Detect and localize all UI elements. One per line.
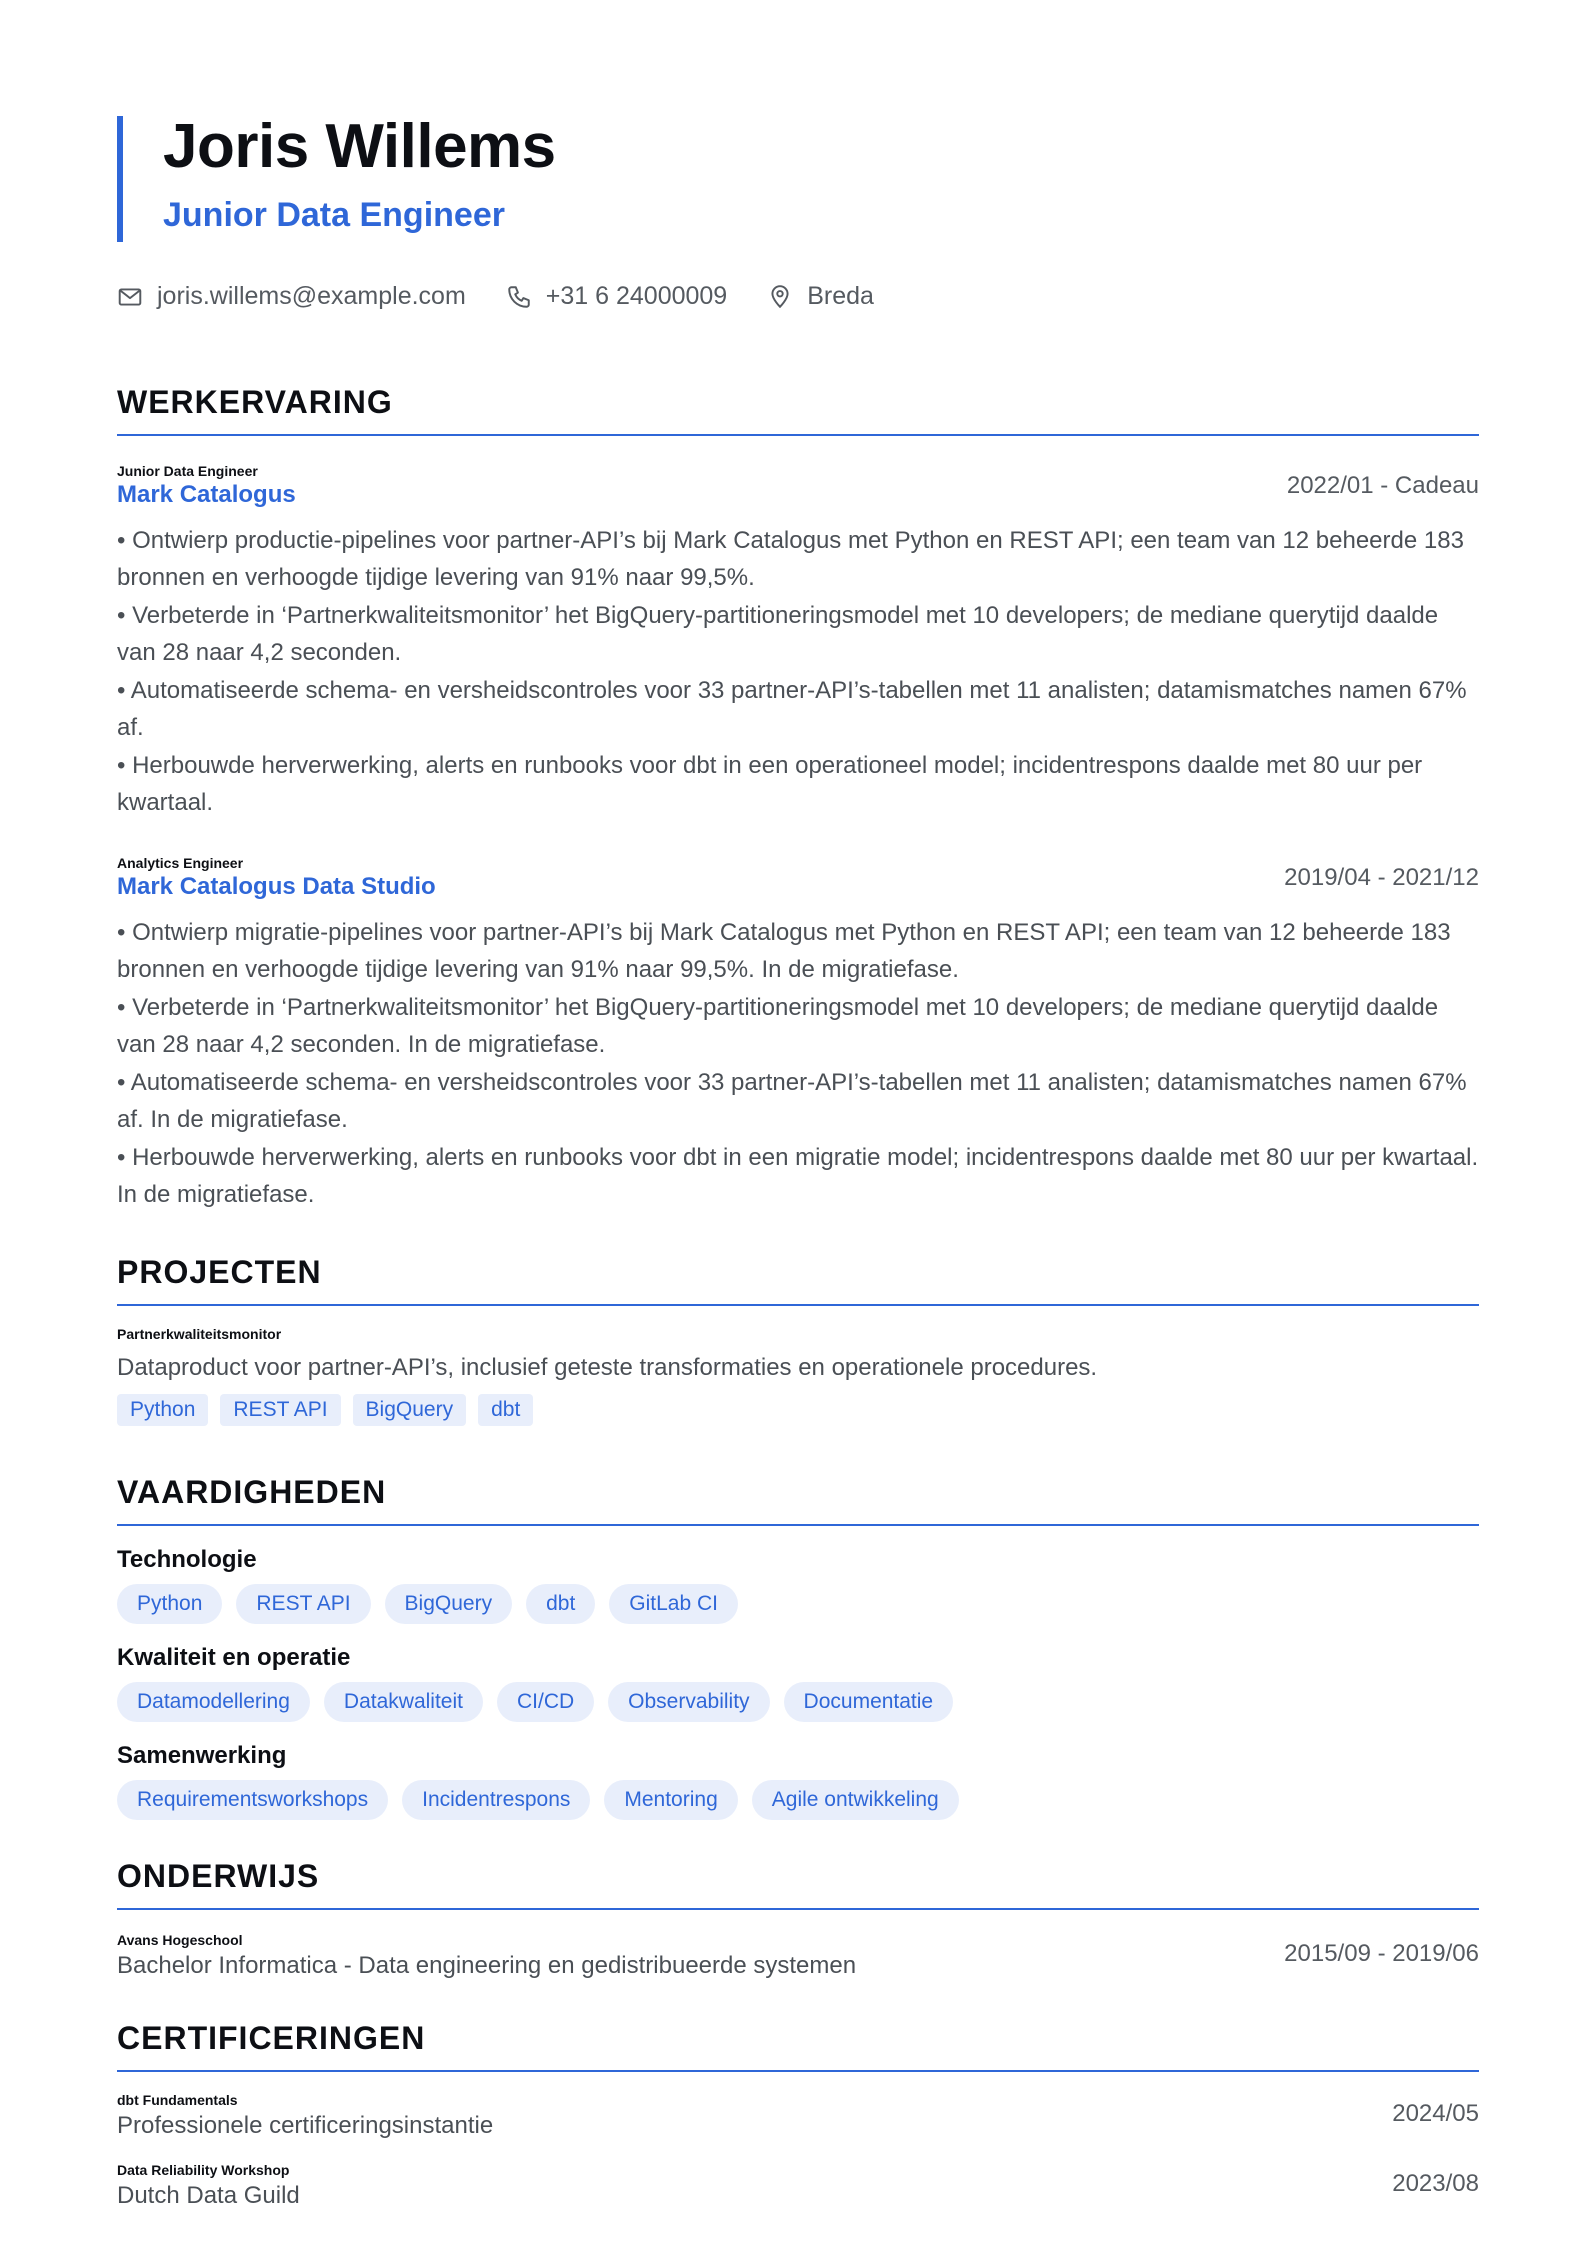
education-school: Avans Hogeschool [117, 1932, 243, 1948]
experience-company: Mark Catalogus [117, 481, 296, 508]
experience-entry [117, 856, 1479, 1214]
experience-bullets [117, 522, 1479, 822]
phone-text: +31 6 24000009 [545, 282, 728, 310]
skill-pill: Observability [608, 1682, 769, 1722]
project-tag: Python [117, 1394, 208, 1426]
email-text: joris.willems@example.com [157, 282, 466, 310]
bullet-item: • Automatiseerde schema- en versheidscontroles voor 33 partner-API’s-tabellen met 11 analisten; datamismatches namen 67% af. In de migratiefase. [117, 1068, 1467, 1134]
education-section [117, 1860, 1479, 1980]
project-entry [117, 1326, 1479, 1426]
section-divider [117, 1304, 1479, 1306]
project-tag: BigQuery [353, 1394, 467, 1426]
experience-dates: 2022/01 - Cadeau [1286, 472, 1479, 499]
section-title-certifications: CERTIFICERINGEN [117, 2020, 426, 2056]
section-divider [117, 1908, 1479, 1910]
resume-header [117, 112, 1479, 242]
skill-group [117, 1646, 1479, 1722]
experience-dates: 2019/04 - 2021/12 [1284, 863, 1479, 891]
skill-pill: Python [117, 1584, 222, 1624]
project-tags [117, 1394, 1479, 1426]
section-title-projects: PROJECTEN [117, 1254, 322, 1290]
certification-issuer: Professionele certificeringsinstantie [117, 2112, 494, 2139]
resume-page [117, 112, 1479, 2209]
location-pin-icon [767, 284, 793, 310]
certification-entry [117, 2162, 1479, 2210]
skill-pill: BigQuery [385, 1584, 513, 1624]
skill-group-title: Samenwerking [117, 1742, 287, 1769]
bullet-item: • Verbeterde in ‘Partnerkwaliteitsmonitor’ het BigQuery-partitioneringsmodel met 10 developers; de mediane querytijd daalde van 28 naar 4,2 seconden. [117, 601, 1439, 667]
skill-group-title: Technologie [117, 1546, 257, 1573]
section-title-experience: WERKERVARING [117, 384, 393, 420]
bullet-item: • Herbouwde herverwerking, alerts en runbooks voor dbt in een migratie model; incidentrespons daalde met 80 uur per kwartaal. In de migratiefase. [117, 1143, 1479, 1209]
skill-pill: REST API [236, 1584, 370, 1624]
section-divider [117, 434, 1479, 436]
skill-pill: Incidentrespons [402, 1780, 590, 1820]
skills-section [117, 1476, 1479, 1820]
skill-pill: Datamodellering [117, 1682, 310, 1722]
skill-pill: Mentoring [604, 1780, 737, 1820]
project-name: Partnerkwaliteitsmonitor [117, 1326, 282, 1342]
skill-pill: GitLab CI [609, 1584, 738, 1624]
project-tag: dbt [478, 1394, 533, 1426]
skill-pills [117, 1682, 1479, 1722]
job-title: Junior Data Engineer [163, 196, 505, 234]
person-name: Joris Willems [163, 112, 556, 181]
skill-pill: Datakwaliteit [324, 1682, 483, 1722]
section-divider [117, 2070, 1479, 2072]
certification-name: dbt Fundamentals [117, 2092, 238, 2108]
experience-role: Analytics Engineer [117, 854, 244, 871]
bullet-item: • Ontwierp productie-pipelines voor partner-API’s bij Mark Catalogus met Python en REST API; een team van 12 beheerde 183 bronnen en verhoogde tijdige levering van 91% naar 99,5%. [117, 526, 1464, 592]
certification-date: 2023/08 [1392, 2170, 1479, 2197]
skill-pills [117, 1584, 1479, 1624]
bullet-item: • Herbouwde herverwerking, alerts en runbooks voor dbt in een operationeel model; incidentrespons daalde met 80 uur per kwartaal. [117, 751, 1423, 817]
skill-pill: Requirementsworkshops [117, 1780, 388, 1820]
certifications-section [117, 2022, 1479, 2210]
section-divider [117, 1524, 1479, 1526]
certification-date: 2024/05 [1392, 2100, 1479, 2127]
section-title-education: ONDERWIJS [117, 1858, 320, 1894]
skill-pill: Agile ontwikkeling [752, 1780, 959, 1820]
project-tag: REST API [220, 1394, 340, 1426]
experience-entry [117, 464, 1479, 822]
experience-role: Junior Data Engineer [117, 463, 258, 479]
experience-section [117, 386, 1479, 1214]
skill-group [117, 1548, 1479, 1624]
certification-entry [117, 2092, 1479, 2140]
bullet-item: • Verbeterde in ‘Partnerkwaliteitsmonitor’ het BigQuery-partitioneringsmodel met 10 developers; de mediane querytijd daalde van 28 naar 4,2 seconden. In de migratiefase. [117, 993, 1439, 1059]
skill-pill: dbt [526, 1584, 595, 1624]
experience-company: Mark Catalogus Data Studio [117, 872, 436, 900]
skill-pills [117, 1780, 1479, 1820]
education-degree: Bachelor Informatica - Data engineering en gedistribueerde systemen [117, 1952, 857, 1979]
education-entry [117, 1932, 1479, 1980]
projects-section [117, 1256, 1479, 1426]
contact-phone[interactable] [506, 282, 727, 311]
certification-issuer: Dutch Data Guild [117, 2182, 300, 2209]
certification-name: Data Reliability Workshop [117, 2162, 290, 2178]
bullet-item: • Automatiseerde schema- en versheidscontroles voor 33 partner-API’s-tabellen met 11 analisten; datamismatches namen 67% af. [117, 676, 1467, 742]
experience-bullets [117, 914, 1479, 1214]
bullet-item: • Ontwierp migratie-pipelines voor partner-API’s bij Mark Catalogus met Python en REST API; een team van 12 beheerde 183 bronnen en verhoogde tijdige levering van 91% naar 99,5%. In de migratiefase. [117, 918, 1451, 984]
education-dates: 2015/09 - 2019/06 [1284, 1940, 1479, 1967]
skill-group [117, 1744, 1479, 1820]
contact-location [767, 282, 874, 311]
mail-icon [117, 284, 143, 310]
contact-email[interactable] [117, 282, 466, 311]
contact-bar [117, 282, 914, 311]
section-title-skills: VAARDIGHEDEN [117, 1474, 387, 1510]
project-description: Dataproduct voor partner-API’s, inclusief geteste transformaties en operationele procedures. [117, 1354, 1098, 1381]
skill-group-title: Kwaliteit en operatie [117, 1644, 351, 1671]
skill-pill: Documentatie [784, 1682, 954, 1722]
location-text: Breda [807, 282, 874, 310]
phone-icon [506, 284, 532, 310]
skill-pill: CI/CD [497, 1682, 594, 1722]
